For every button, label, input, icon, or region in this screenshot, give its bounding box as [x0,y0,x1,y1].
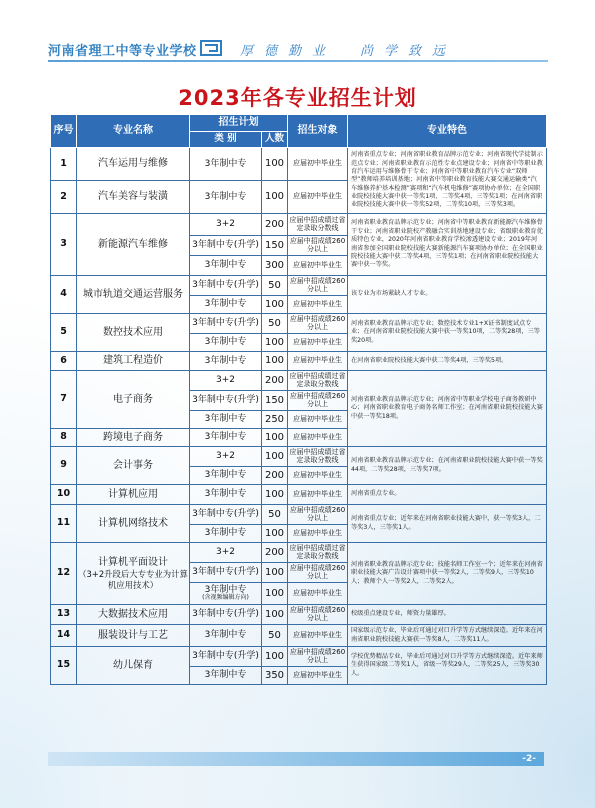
enrollment-plan-table [50,114,547,685]
category-cell: 3年制中专(升学) [190,314,262,334]
page-number: -2- [522,754,536,764]
school-name: 河南省理工中等专业学校 [48,44,197,59]
major-cell: 建筑工程造价 [77,352,190,371]
count-cell: 50 [262,276,288,296]
major-cell: 城市轨道交通运营服务 [77,276,190,314]
feature-cell: 校级重点建设专业，师资力量雄厚。 [348,605,547,625]
target-cell: 应届初中毕业生 [288,583,348,605]
table-row [51,314,547,334]
major-cell: 汽车美容与装潢 [77,181,190,214]
seq-cell: 3 [51,214,77,276]
target-cell: 应届初中毕业生 [288,181,348,214]
feature-cell: 河南省职业教育品牌示范专业；河南省中等职业学校电子商务教研中心；河南省职业教育电子商务名师工作室；在河南省职业院校技能大赛中获一等奖18项。 [348,371,547,447]
count-cell: 200 [262,467,288,485]
target-cell: 应届初中毕业生 [288,467,348,485]
feature-cell: 学校优势精品专业，毕业后可通过对口升学等方式继续深造。近年来师生获得国家级二等奖1人，省级一等奖29人，二等奖25人，三等奖30人。 [348,647,547,685]
seq-cell: 1 [51,148,77,181]
count-cell: 100 [262,334,288,352]
target-cell: 应届中招成绩260分以上 [288,647,348,667]
count-cell: 100 [262,647,288,667]
category-cell: 3年制中专(升学) [190,391,262,411]
category-cell: 3年制中专(升学) [190,605,262,625]
target-cell: 应届中招成绩过省定录取分数线 [288,543,348,563]
table-row [51,485,547,505]
category-cell: 3年制中专(升学) [190,505,262,525]
feature-cell: 国家级示范专业，毕业后可通过对口升学等方式继续深造。近年来在河南省职业院校技能大赛获一等奖8人，二等奖11人。 [348,625,547,647]
category-cell: 3年制中专(升学) [190,276,262,296]
count-cell: 50 [262,314,288,334]
major-cell: 大数据技术应用 [77,605,190,625]
table-row [51,647,547,667]
category-cell: 3年制中专 [190,667,262,685]
seq-cell: 6 [51,352,77,371]
target-cell: 应届中招成绩过省定录取分数线 [288,447,348,467]
header-target: 招生对象 [288,115,348,148]
seq-cell: 10 [51,485,77,505]
feature-cell: 河南省职业教育品牌示范专业；在河南省职业院校技能大赛中获一等奖44项，二等奖28项，三等奖7项。 [348,447,547,485]
category-cell: 3年制中专 [190,467,262,485]
target-cell: 应届中招成绩260分以上 [288,505,348,525]
category-cell: 3年制中专 [190,352,262,371]
major-cell: 会计事务 [77,447,190,485]
category-cell: 3年制中专 [190,334,262,352]
category-cell: 3年制中专 [190,525,262,543]
school-motto: 厚德勤业 尚学致远 [240,44,457,59]
count-cell: 100 [262,296,288,314]
feature-cell: 河南省职业教育品牌示范专业；河南省中等职业教育新能源汽车维修骨干专业；河南省职业院校产教融合实训基地建设专业；省级职业教育优质特色专业，2020年河南省职业教育学校渗透建设专业；2019年河南省参加全国职业院校技能大赛新能源汽车赛项协办单位；在全国职业院校技能大赛中获二等奖4项，三等奖1项；在河南省职业院校技能大赛中获一等奖。 [348,214,547,276]
category-cell: 3年制中专 [190,429,262,447]
target-cell: 应届初中毕业生 [288,334,348,352]
target-cell: 应届初中毕业生 [288,485,348,505]
count-cell: 250 [262,411,288,429]
count-cell: 200 [262,214,288,236]
count-cell: 150 [262,391,288,411]
feature-cell: 在河南省职业院校技能大赛中获二等奖4项，三等奖5项。 [348,352,547,371]
table-row [51,276,547,296]
feature-cell: 河南省重点专业；近年来在河南省职业技能大赛中，获一等奖3人，二等奖3人，三等奖1人。 [348,505,547,543]
feature-cell: 河南省重点专业；河南省职业教育品牌示范专业；河南省现代学徒制示范点专业；河南省职业教育示范性专业点建设专业；河南省中等职业教育汽车运用与维修骨干专业；河南省中等职业教育汽车专业“双师型”教师培养培训基地；河南省中等职业教育技能大赛交通运输类“汽车维修养护基本检测”赛项和“汽车机电维修”赛项协办单位；在全国职业院校技能大赛中获一等奖1项、二等奖4项、三等奖1项；在河南省职业院校技能大赛中获一等奖52项，二等奖10项，三等奖3项。 [348,148,547,214]
major-name: 计算机平面设计 [98,557,168,569]
seq-cell: 5 [51,314,77,352]
seq-cell: 2 [51,181,77,214]
table-row [51,505,547,525]
target-cell: 应届初中毕业生 [288,411,348,429]
count-cell: 100 [262,181,288,214]
category-cell: 3年制中专 [190,181,262,214]
table-row [51,371,547,391]
seq-cell: 15 [51,647,77,685]
category-cell: 3年制中专 [190,485,262,505]
page-header [0,0,595,70]
school-logo-icon [200,40,222,56]
category-cell: 3+2 [190,214,262,236]
header-feature: 专业特色 [348,115,547,148]
target-cell: 应届中招成绩260分以上 [288,391,348,411]
target-cell: 应届中招成绩260分以上 [288,314,348,334]
major-cell: 计算机网络技术 [77,505,190,543]
count-cell: 100 [262,605,288,625]
page-title: 2023年各专业招生计划 [178,86,417,110]
target-cell: 应届中招成绩260分以上 [288,276,348,296]
target-cell: 应届初中毕业生 [288,148,348,181]
category-cell: 3年制中专(升学) [190,563,262,583]
count-cell: 100 [262,563,288,583]
count-cell: 200 [262,371,288,391]
table-row [51,625,547,647]
count-cell: 100 [262,352,288,371]
target-cell: 应届初中毕业生 [288,429,348,447]
category-cell: 3+2 [190,543,262,563]
count-cell: 350 [262,667,288,685]
feature-cell: 河南省职业教育品牌示范专业；技能名师工作室一个；近年来在河南省职业技能大赛广告设计赛项中获一等奖2人，二等奖9人，三等奖10人；教师个人一等奖2人，二等奖2人。 [348,543,547,605]
header-divider [48,60,548,62]
count-cell: 200 [262,543,288,563]
category-cell [190,583,262,605]
target-cell: 应届初中毕业生 [288,667,348,685]
header-seq: 序号 [51,115,77,148]
target-cell: 应届中招成绩260分以上 [288,563,348,583]
major-cell: 计算机应用 [77,485,190,505]
count-cell: 100 [262,525,288,543]
count-cell: 150 [262,236,288,256]
table-row [51,605,547,625]
target-cell: 应届初中毕业生 [288,525,348,543]
major-cell: 汽车运用与维修 [77,148,190,181]
count-cell: 300 [262,256,288,276]
seq-cell: 8 [51,429,77,447]
table-row [51,352,547,371]
major-cell: 数控技术应用 [77,314,190,352]
seq-cell: 11 [51,505,77,543]
count-cell: 100 [262,148,288,181]
target-cell: 应届初中毕业生 [288,352,348,371]
major-cell: 幼儿保育 [77,647,190,685]
major-cell: 新能源汽车维修 [77,214,190,276]
major-cell: 电子商务 [77,371,190,429]
table-row [51,447,547,467]
target-cell: 应届初中毕业生 [288,296,348,314]
category-cell: 3年制中专 [190,256,262,276]
count-cell: 50 [262,625,288,647]
category-cell: 3年制中专 [190,296,262,314]
header-plan: 招生计划 [190,115,288,132]
seq-cell: 14 [51,625,77,647]
footer-bar [48,752,544,766]
target-cell: 应届中招成绩过省定录取分数线 [288,214,348,236]
category-cell: 3年制中专(升学) [190,236,262,256]
category-cell: 3+2 [190,371,262,391]
enrollment-table-wrapper [50,114,546,685]
table-row [51,148,547,181]
table-header-row [51,115,547,132]
header-major: 专业名称 [77,115,190,148]
count-cell: 50 [262,505,288,525]
category-cell: 3年制中专(升学) [190,647,262,667]
feature-cell: 该专业为市场紧缺人才专业。 [348,276,547,314]
count-cell: 100 [262,485,288,505]
table-row [51,214,547,236]
count-cell: 100 [262,583,288,605]
seq-cell: 9 [51,447,77,485]
category-cell: 3年制中专 [190,148,262,181]
feature-cell: 河南省重点专业。 [348,485,547,505]
target-cell: 应届中招成绩过省定录取分数线 [288,371,348,391]
count-cell: 100 [262,447,288,467]
target-cell: 应届中招成绩260分以上 [288,236,348,256]
category-note: (含视频编辑方向) [202,594,249,602]
target-cell: 应届中招成绩260分以上 [288,605,348,625]
seq-cell: 7 [51,371,77,429]
seq-cell: 4 [51,276,77,314]
category-cell: 3年制中专 [190,625,262,647]
header-category: 类 别 [190,132,262,148]
table-row [51,543,547,563]
major-cell [77,543,190,605]
target-cell: 应届初中毕业生 [288,625,348,647]
category-cell: 3+2 [190,447,262,467]
feature-cell: 河南省职业教育品牌示范专业；数控技术专业1+X证书制度试点专业；在河南省职业院校技能大赛中获一等奖10项，二等奖28项，三等奖20项。 [348,314,547,352]
seq-cell: 13 [51,605,77,625]
seq-cell: 12 [51,543,77,605]
category-cell: 3年制中专 [190,411,262,429]
header-count: 人数 [262,132,288,148]
major-note: （3+2升段后大专专业为计算机应用技术） [78,569,188,590]
count-cell: 100 [262,429,288,447]
major-cell: 跨境电子商务 [77,429,190,447]
major-cell: 服装设计与工艺 [77,625,190,647]
category-text: 3年制中专 [204,584,247,595]
target-cell: 应届初中毕业生 [288,256,348,276]
